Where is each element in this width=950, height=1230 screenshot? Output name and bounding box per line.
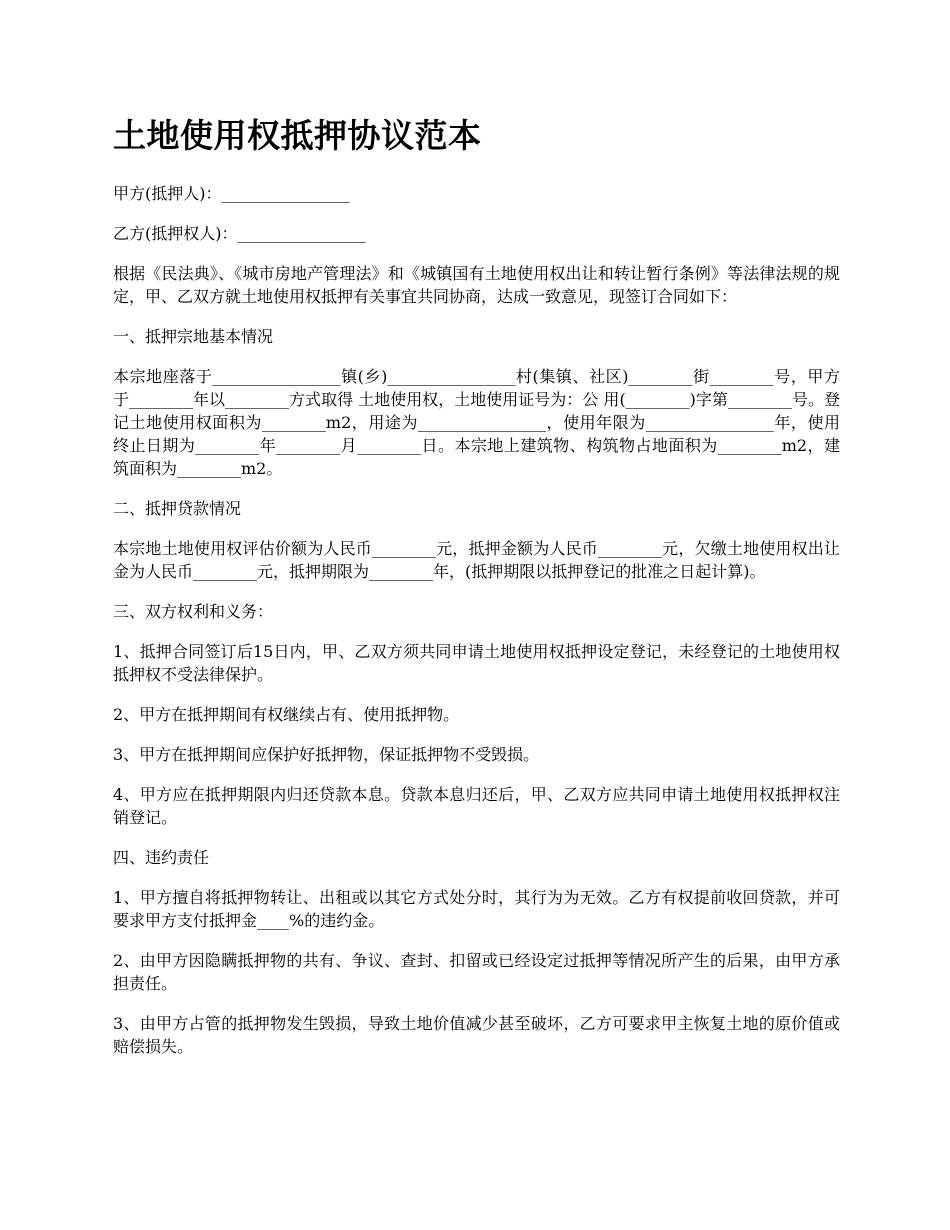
section-3-item-2: 2、甲方在抵押期间有权继续占有、使用抵押物。 bbox=[113, 705, 460, 724]
party-a-line: 甲方(抵押人)：________________ bbox=[113, 184, 350, 203]
section-4-item-1: 1、甲方擅自将抵押物转让、出租或以其它方式处分时，其行为为无效。乙方有权提前收回贷款，并可要求甲方支付抵押金____%的违约金。 bbox=[113, 888, 840, 930]
section-2-heading: 二、抵押贷款情况 bbox=[113, 499, 242, 518]
section-2-body: 本宗地土地使用权评估价额为人民币________元，抵押金额为人民币________元，欠缴土地使用权出让金为人民币________元，抵押期限为________年，(抵押期限以抵押登记的批准之日起计算)。 bbox=[113, 539, 840, 581]
section-3-item-1: 1、抵押合同签订后15日内，甲、乙双方须共同申请土地使用权抵押设定登记，未经登记的土地使用权抵押权不受法律保护。 bbox=[113, 642, 840, 684]
party-b-line: 乙方(抵押权人)：________________ bbox=[113, 224, 366, 243]
section-4-item-2: 2、由甲方因隐瞒抵押物的共有、争议、查封、扣留或已经设定过抵押等情况所产生的后果，由甲方承担责任。 bbox=[113, 951, 840, 993]
section-3-item-3: 3、甲方在抵押期间应保护好抵押物，保证抵押物不受毁损。 bbox=[113, 745, 540, 764]
document-page bbox=[113, 110, 840, 1075]
section-4-item-3: 3、由甲方占管的抵押物发生毁损，导致土地价值减少甚至破坏，乙方可要求甲主恢复土地的原价值或赔偿损失。 bbox=[113, 1014, 840, 1056]
section-1-body: 本宗地座落于________________镇(乡)________________村(集镇、社区)________街________号，甲方于________年以________方式取得 土地使用权，土地使用证号为：公 用(________)字第________号。登记土地使用权面积为________m2，用途为________________，使用年限为________________年，使用终止日期为________年________月________日。本宗地上建筑物、构筑物占地面积为________m2，建筑面积为________m2。 bbox=[113, 367, 840, 478]
section-4-heading: 四、违约责任 bbox=[113, 848, 210, 867]
section-3-item-4: 4、甲方应在抵押期限内归还贷款本息。贷款本息归还后，甲、乙双方应共同申请土地使用权抵押权注销登记。 bbox=[113, 785, 840, 827]
document-title: 土地使用权抵押协议范本 bbox=[113, 116, 482, 155]
section-3-heading: 三、双方权利和义务： bbox=[113, 602, 274, 621]
section-1-heading: 一、抵押宗地基本情况 bbox=[113, 327, 274, 346]
preamble-paragraph: 根据《民法典》、《城市房地产管理法》和《城镇国有土地使用权出让和转让暂行条例》等法律法规的规定，甲、乙双方就土地使用权抵押有关事宜共同协商，达成一致意见，现签订合同如下： bbox=[113, 264, 840, 306]
